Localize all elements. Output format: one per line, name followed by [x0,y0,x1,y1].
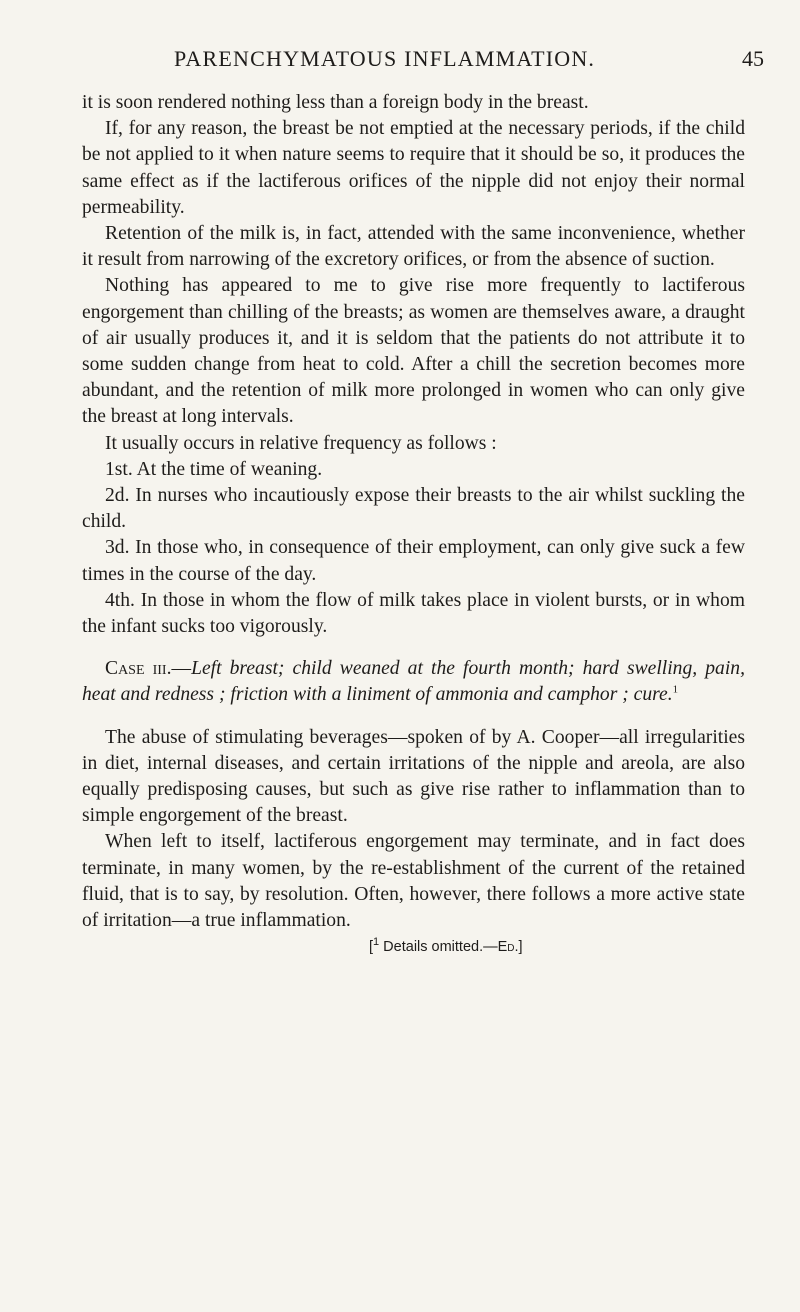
paragraph: The abuse of stimulating beverages—spoken of by A. Cooper—all irregularities in diet, internal diseases, and certain irritations of the nipple and areola, are also equally predisposing causes, but such as give rise rather to inflammation than to simple engorgement of the breast. [82,726,745,827]
list-item: 4th. In those in whom the flow of milk takes place in violent bursts, or in whom the infant sucks too vigorously. [82,589,745,638]
case-dash: — [171,658,192,680]
paragraph: If, for any reason, the breast be not emptied at the necessary periods, if the child be not applied to it when nature seems to require that it should be so, it produces the same effect as if the lactiferous orifices of the nipple did not enjoy their normal permeability. [82,118,745,218]
case-description: Left breast; child weaned at the fourth month; hard swelling, pain, heat and redness ; friction with a liniment of ammonia and camphor ; cure. [82,658,745,706]
footnote-reference: 1 [672,683,679,696]
case-label: Case iii. [105,658,172,680]
footnote: [$^1$ Details omitted.—Ed.] [369,936,523,956]
paragraph: Nothing has appeared to me to give rise more frequently to lactiferous engorgement than chilling of the breasts; as women are themselves aware, a draught of air usually produces it, and it is seldom that the patients do not attribute it to some sudden change from heat to cold. After a chill the secretion becomes more abundant, and the retention of milk more prolonged in women who can only give the breast at long intervals. [82,275,745,428]
page-number: 45 [742,46,764,71]
running-header [0,46,800,76]
list-item: 1st. At the time of weaning. [105,458,323,480]
paragraph: it is soon rendered nothing less than a foreign body in the breast. [82,92,589,113]
footnote-editor: Ed. [497,939,519,956]
paragraph: When left to itself, lactiferous engorgement may terminate, and in fact does terminate, in many women, by the re-establishment of the current of the retained fluid, that is to say, by resolution. Often, however, there follows a more active state of irritation—a true inflammation. [82,831,745,932]
running-title: PARENCHYMATOUS INFLAMMATION. [174,46,596,71]
footnote-mark: 1 [373,936,380,949]
footnote-text: Details omitted.— [379,939,498,956]
paragraph: It usually occurs in relative frequency as follows : [105,432,497,454]
page-body [82,90,745,958]
paragraph: Retention of the milk is, in fact, attended with the same inconvenience, whether it result from narrowing of the excretory orifices, or from the absence of suction. [82,223,745,271]
case-heading [82,656,745,708]
list-item: 2d. In nurses who incautiously expose their breasts to the air whilst suckling the child. [82,485,745,533]
list-item: 3d. In those who, in consequence of their employment, can only give suck a few times in the course of the day. [82,537,745,585]
